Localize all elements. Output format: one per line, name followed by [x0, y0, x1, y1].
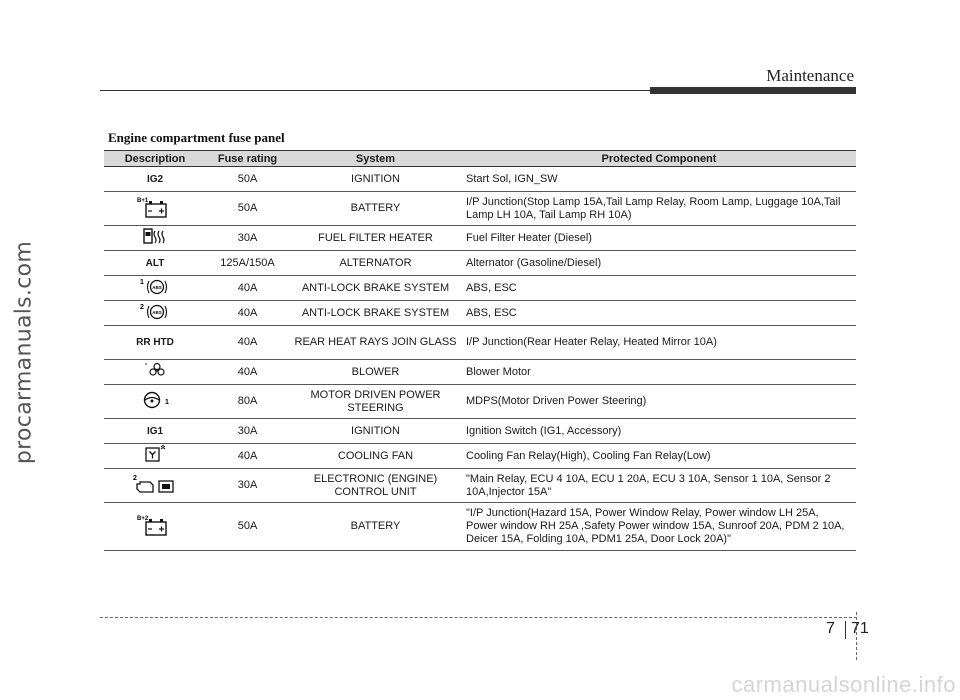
- description-label: 2: [133, 474, 137, 482]
- battery-icon: [134, 512, 176, 542]
- abs-icon: [135, 301, 175, 325]
- fuse-rating-cell: 50A: [206, 503, 289, 551]
- table-header-row: [104, 151, 856, 167]
- description-cell: [104, 251, 206, 276]
- fuse-rating-cell: 30A: [206, 226, 289, 251]
- table-row: [104, 167, 856, 192]
- column-header-protected-component: Protected Component: [462, 151, 856, 167]
- table-row: [104, 276, 856, 301]
- protected-component-cell: "Main Relay, ECU 4 10A, ECU 1 20A, ECU 3 10A, Sensor 1 10A, Sensor 2 10A,Injector 15A": [462, 469, 856, 503]
- blower-fan-icon: [142, 361, 168, 383]
- column-header-fuse-rating: Fuse rating: [206, 151, 289, 167]
- protected-component-cell: Cooling Fan Relay(High), Cooling Fan Relay(Low): [462, 444, 856, 469]
- system-cell: BATTERY: [289, 192, 462, 226]
- fuel-filter-heater-icon: [142, 227, 168, 249]
- battery-icon: [134, 194, 176, 224]
- table-row: [104, 469, 856, 503]
- fuse-rating-cell: 40A: [206, 301, 289, 326]
- engine-ecu-icon: [131, 472, 179, 500]
- description-label: ALT: [145, 257, 165, 269]
- table-row: [104, 360, 856, 385]
- description-label: IG2: [146, 173, 164, 185]
- system-cell: COOLING FAN: [289, 444, 462, 469]
- protected-component-cell: Start Sol, IGN_SW: [462, 167, 856, 192]
- column-header-description: Description: [104, 151, 206, 167]
- abs-icon: [135, 276, 175, 300]
- fuse-rating-cell: 50A: [206, 167, 289, 192]
- description-label: 1: [140, 279, 144, 286]
- table-row: [104, 251, 856, 276]
- description-cell: [104, 167, 206, 192]
- column-header-system: System: [289, 151, 462, 167]
- table-row: [104, 226, 856, 251]
- table-row: [104, 385, 856, 419]
- protected-component-cell: ABS, ESC: [462, 276, 856, 301]
- table-row: [104, 444, 856, 469]
- fuse-rating-cell: 30A: [206, 419, 289, 444]
- fuse-rating-cell: 40A: [206, 276, 289, 301]
- fuse-rating-cell: 30A: [206, 469, 289, 503]
- system-cell: REAR HEAT RAYS JOIN GLASS: [289, 326, 462, 360]
- side-watermark: procarmanuals.com: [11, 240, 37, 465]
- description-label: RR HTD: [136, 337, 174, 348]
- system-cell: ELECTRONIC (ENGINE) CONTROL UNIT: [289, 469, 462, 503]
- fuse-rating-cell: 40A: [206, 326, 289, 360]
- table-row: [104, 301, 856, 326]
- description-cell: [104, 360, 206, 385]
- system-cell: MOTOR DRIVEN POWER STEERING: [289, 385, 462, 419]
- protected-component-cell: ABS, ESC: [462, 301, 856, 326]
- system-cell: BLOWER: [289, 360, 462, 385]
- description-cell: [104, 385, 206, 419]
- protected-component-cell: Ignition Switch (IG1, Accessory): [462, 419, 856, 444]
- svg-text:ABS: ABS: [152, 285, 162, 290]
- fuse-table: [104, 150, 856, 551]
- description-cell: [104, 326, 206, 360]
- system-cell: BATTERY: [289, 503, 462, 551]
- protected-component-cell: Blower Motor: [462, 360, 856, 385]
- protected-component-cell: I/P Junction(Rear Heater Relay, Heated Mirror 10A): [462, 326, 856, 360]
- fuse-rating-cell: 40A: [206, 360, 289, 385]
- description-label: IG1: [146, 425, 164, 437]
- chapter-number: 7: [826, 620, 835, 637]
- description-label: B+2: [137, 515, 149, 522]
- description-cell: [104, 419, 206, 444]
- cooling-fan-icon: [141, 444, 169, 468]
- description-label: B+1: [137, 197, 149, 204]
- fuse-rating-cell: 80A: [206, 385, 289, 419]
- fuse-rating-cell: 125A/150A: [206, 251, 289, 276]
- table-row: [104, 503, 856, 551]
- header-rule: [100, 90, 650, 91]
- system-cell: IGNITION: [289, 167, 462, 192]
- table-row: [104, 419, 856, 444]
- page-header-title: Maintenance: [766, 66, 854, 85]
- system-cell: ANTI-LOCK BRAKE SYSTEM: [289, 276, 462, 301]
- svg-text:ABS: ABS: [152, 310, 162, 315]
- table-row: [104, 326, 856, 360]
- description-cell: [104, 192, 206, 226]
- description-cell: [104, 503, 206, 551]
- protected-component-cell: Fuel Filter Heater (Diesel): [462, 226, 856, 251]
- fuse-rating-cell: 40A: [206, 444, 289, 469]
- protected-component-cell: MDPS(Motor Driven Power Steering): [462, 385, 856, 419]
- protected-component-cell: "I/P Junction(Hazard 15A, Power Window Relay, Power window LH 25A, Power window RH 25A ,Safety Power window 15A, Sunroof 20A, PDM 2 10A, Deicer 15A, Folding 10A, PDM1 25A, Door Lock 20A)": [462, 503, 856, 551]
- protected-component-cell: Alternator (Gasoline/Diesel): [462, 251, 856, 276]
- page-number-separator: [845, 621, 846, 639]
- fuse-rating-cell: 50A: [206, 192, 289, 226]
- description-label: 2: [140, 304, 144, 311]
- page-number: 71: [851, 620, 869, 637]
- system-cell: IGNITION: [289, 419, 462, 444]
- table-row: [104, 192, 856, 226]
- system-cell: FUEL FILTER HEATER: [289, 226, 462, 251]
- description-cell: [104, 226, 206, 251]
- description-cell: [104, 276, 206, 301]
- section-title: Engine compartment fuse panel: [108, 130, 285, 145]
- system-cell: ANTI-LOCK BRAKE SYSTEM: [289, 301, 462, 326]
- description-cell: [104, 301, 206, 326]
- description-label: 1: [165, 398, 169, 406]
- footer-rule: [100, 617, 857, 618]
- site-watermark: carmanualsonline.info: [731, 672, 956, 697]
- header-rule-bar: [650, 87, 856, 94]
- description-cell: [104, 469, 206, 503]
- steering-wheel-icon: [135, 389, 175, 415]
- description-cell: [104, 444, 206, 469]
- system-cell: ALTERNATOR: [289, 251, 462, 276]
- protected-component-cell: I/P Junction(Stop Lamp 15A,Tail Lamp Relay, Room Lamp, Luggage 10A,Tail Lamp LH 10A, Tail Lamp RH 10A): [462, 192, 856, 226]
